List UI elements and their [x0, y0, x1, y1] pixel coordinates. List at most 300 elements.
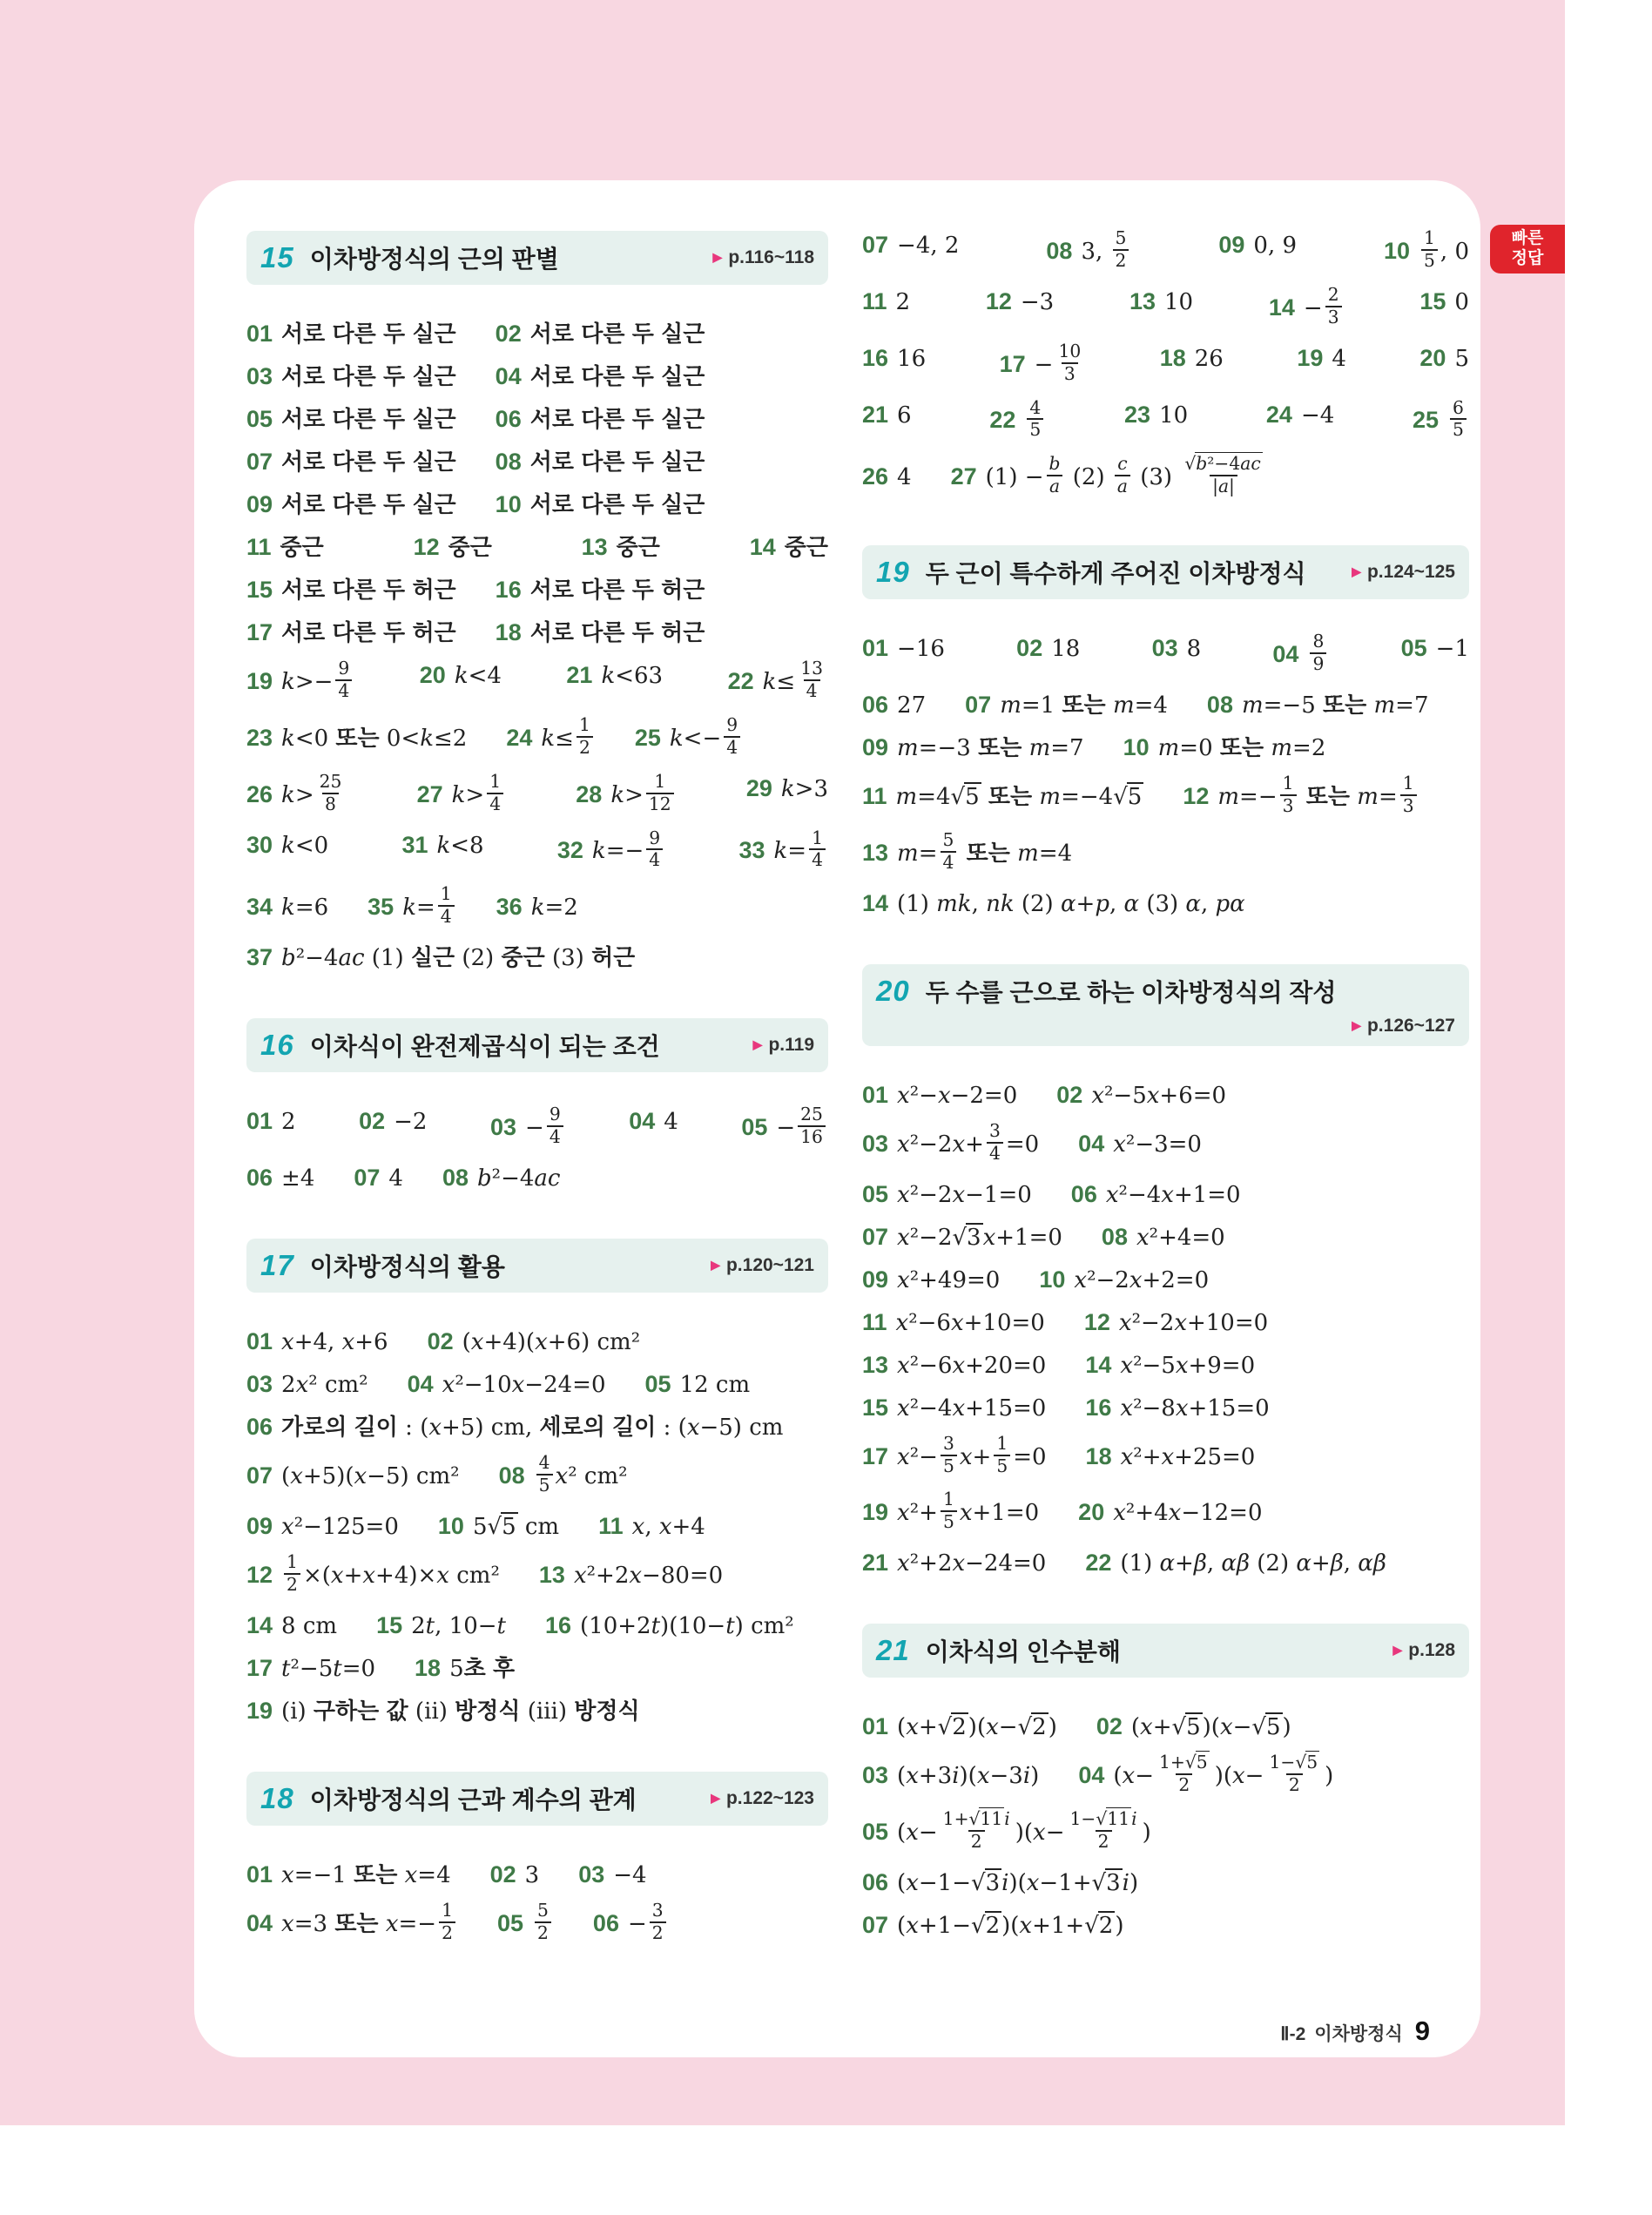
answer-text: − $\frac{10}{3}$: [1035, 352, 1087, 378]
page-ref-text: p.116~118: [728, 247, 814, 267]
answer-number: 06: [495, 406, 522, 432]
answer-number: 18: [415, 1654, 442, 1681]
answer-row: [862, 1911, 1469, 1941]
answer-text: x²− $\frac{3}{5}$ x+ $\frac{1}{5}$ =0: [897, 1432, 1047, 1476]
answer-item: [566, 661, 663, 705]
quick-answer-badge: [1490, 225, 1565, 273]
answer-number: 20: [1419, 344, 1446, 371]
answer-number: 10: [1383, 237, 1411, 264]
answer-text: 4: [897, 464, 912, 491]
answer-number: 09: [862, 1266, 889, 1293]
answer-item: [416, 770, 507, 818]
answer-text: k> $\frac{25}{8}$: [281, 782, 347, 808]
section-header: [862, 964, 1469, 1046]
answer-text: 8: [1186, 636, 1202, 663]
answer-text: (x−1−√3i)(x−1+√3i): [897, 1869, 1139, 1896]
answer-text: 서로 다른 두 실근: [529, 363, 705, 389]
page-ref-arrow-icon: [753, 1035, 769, 1055]
section-header: [862, 545, 1469, 599]
answer-item: [862, 782, 1143, 812]
answer-text: k<0 또는 0<k≤2: [281, 724, 468, 752]
answer-row: [862, 1308, 1469, 1338]
answer-item: [862, 401, 912, 444]
answer-number: 08: [1206, 692, 1233, 719]
answer-text: − $\frac{3}{2}$: [628, 1911, 669, 1937]
answer-text: (1) − $\frac{b}{a}$ (2) $\frac{c}{a}$ (3) $\frac{\text{√b²−4ac}}{|a|}$: [986, 464, 1268, 490]
answer-text: 16: [897, 345, 927, 372]
answer-number: 04: [1078, 1130, 1105, 1157]
answer-item: [246, 490, 456, 520]
answer-row: [862, 1489, 1469, 1536]
page-ref-arrow-icon: [711, 1255, 726, 1275]
answer-number: 21: [862, 1550, 889, 1577]
page-ref: [713, 247, 814, 268]
answer-row: [862, 1432, 1469, 1480]
answer-number: 05: [862, 1180, 889, 1207]
radical: √5: [487, 1513, 516, 1540]
answer-text: [1307, 631, 1329, 675]
section-number: 20: [876, 974, 910, 1007]
section-21: [862, 1624, 1469, 1941]
answer-row: [862, 1549, 1469, 1578]
answer-item: [1419, 344, 1469, 388]
fraction: $\frac{b}{a}$: [1047, 454, 1063, 497]
answer-text: (x+√2)(x−√2): [897, 1714, 1057, 1741]
answer-number: 08: [495, 449, 522, 475]
answer-item: [438, 1512, 559, 1542]
answer-number: 24: [506, 724, 533, 751]
answer-text: k<63: [601, 663, 664, 689]
answer-number: 07: [246, 449, 273, 475]
answer-number: 26: [246, 780, 273, 807]
answer-text: x²−2√3x+1=0: [897, 1224, 1062, 1251]
answer-item: [862, 1081, 1017, 1111]
answer-text: (x+1−√2)(x+1+√2): [897, 1912, 1124, 1939]
answer-number: 08: [1046, 237, 1073, 264]
answer-item: [246, 893, 328, 922]
answer-number: 21: [566, 662, 593, 688]
answer-number: 19: [862, 1499, 889, 1526]
answer-row: [246, 713, 828, 761]
fraction: $\frac{4}{5}$: [1027, 398, 1043, 442]
answer-text: k≤ $\frac{1}{2}$: [541, 726, 595, 752]
answer-text: (x+3i)(x−3i): [897, 1763, 1040, 1790]
answer-number: 02: [1096, 1713, 1123, 1740]
answer-row: [862, 691, 1469, 720]
answer-row: [862, 1081, 1469, 1111]
answer-text: x²−6x+10=0: [895, 1309, 1045, 1336]
answer-item: [1183, 773, 1419, 820]
answer-item: [645, 1370, 751, 1400]
answer-row: [246, 883, 828, 930]
answer-text: t²−5t=0: [281, 1655, 376, 1682]
answer-row: [862, 631, 1469, 678]
page-ref: [753, 1035, 814, 1056]
answer-number: 15: [1419, 287, 1446, 314]
answer-text: ±4: [281, 1165, 315, 1192]
answer-text: (1) α+β, αβ (2) α+β, αβ: [1120, 1550, 1386, 1577]
answer-row: [862, 340, 1469, 388]
page-ref: [711, 1788, 814, 1809]
radical: √11: [1096, 1808, 1130, 1830]
answer-number: 17: [246, 1654, 273, 1681]
answer-item: [1272, 631, 1329, 678]
answer-item: [862, 1351, 1046, 1381]
answer-number: 26: [862, 463, 889, 490]
fraction: $\frac{5}{4}$: [941, 830, 957, 874]
answer-number: 15: [376, 1611, 403, 1638]
answer-row: [246, 1512, 828, 1542]
answer-number: 34: [246, 894, 273, 921]
answer-item: [862, 231, 959, 274]
answer-item: [862, 1712, 1057, 1742]
page-ref: [1352, 562, 1455, 583]
answer-row: [246, 658, 828, 705]
answer-text: x²−5x+6=0: [1091, 1082, 1227, 1109]
badge-line2: 정답: [1511, 249, 1544, 267]
answer-row: [862, 1351, 1469, 1381]
answer-text: k> $\frac{1}{12}$: [610, 782, 676, 808]
section-19: [862, 545, 1469, 919]
answer-row: [246, 1104, 828, 1151]
answer-item: [1268, 283, 1345, 331]
fraction: $\frac{1}{3}$: [1280, 773, 1297, 817]
answer-number: 07: [862, 232, 889, 258]
answer-number: 22: [989, 407, 1016, 434]
page-ref-text: p.126~127: [1366, 1015, 1455, 1036]
page-ref-arrow-icon: [711, 1788, 726, 1808]
answer-row: [862, 773, 1469, 820]
answer-item: [862, 733, 1084, 763]
answer-text: −4: [1300, 402, 1335, 429]
answer-item: [1129, 287, 1193, 331]
answer-text: [532, 1899, 554, 1943]
answer-item: [246, 1611, 337, 1641]
answer-item: [539, 1561, 723, 1590]
answer-item: [246, 1860, 451, 1890]
answer-number: 02: [1016, 635, 1043, 662]
answer-row: [862, 1180, 1469, 1210]
answer-card: [194, 180, 1480, 2057]
answer-item: [246, 770, 347, 818]
answer-text: k>− $\frac{9}{4}$: [281, 669, 354, 695]
answer-number: 05: [246, 406, 273, 432]
radical: √5: [950, 783, 980, 810]
answer-number: 10: [437, 1512, 464, 1539]
answer-text: m= $\frac{5}{4}$ 또는 m=4: [897, 828, 1073, 873]
fraction: $\frac{1}{12}$: [646, 772, 674, 815]
answer-row: [246, 362, 828, 392]
answer-item: [246, 448, 456, 477]
answer-row: [246, 1697, 828, 1726]
answer-number: 13: [581, 534, 608, 560]
answer-row: [246, 576, 828, 605]
answer-number: 06: [246, 1165, 273, 1192]
answer-text: (x+4)(x+6) cm²: [462, 1329, 641, 1356]
answer-item: [862, 691, 926, 720]
answer-item: [246, 1413, 783, 1442]
answer-item: [246, 533, 324, 563]
section-header: [246, 1239, 828, 1293]
answer-row: [246, 490, 828, 520]
answer-item: [1078, 1752, 1334, 1799]
answer-row: [246, 533, 828, 563]
answer-text: b²−4ac (1) 실근 (2) 중근 (3) 허근: [281, 944, 636, 972]
answer-text: 중근: [616, 534, 660, 560]
answer-number: 13: [862, 1351, 889, 1378]
answer-text: −1: [1435, 636, 1469, 663]
answer-item: [1046, 227, 1131, 274]
section-title: 두 근이 특수하게 주어진 이차방정식: [925, 560, 1306, 588]
answer-text: (ⅰ) 구하는 값 (ⅱ) 방정식 (ⅲ) 방정식: [281, 1697, 640, 1725]
answer-text: x²−6x+20=0: [897, 1352, 1047, 1379]
answer-text: 2: [895, 288, 911, 315]
fraction: $\frac{3}{5}$: [941, 1434, 957, 1477]
radical: √5: [1171, 1714, 1201, 1741]
answer-number: 05: [496, 1909, 524, 1936]
section-continued: [862, 227, 1469, 500]
answer-number: 33: [738, 837, 765, 864]
answer-item: [1123, 733, 1326, 763]
answer-row: [246, 1164, 828, 1193]
answer-text: 3: [524, 1861, 540, 1888]
answer-item: [1419, 287, 1469, 331]
answer-number: 06: [1070, 1180, 1097, 1207]
answer-number: 04: [495, 363, 522, 389]
answer-number: 01: [246, 1860, 273, 1887]
answer-text: 서로 다른 두 실근: [529, 406, 705, 432]
answer-text: $\frac{1}{2}$ ×(x+x+4)×x cm²: [281, 1563, 500, 1589]
answer-text: 중근: [280, 534, 324, 560]
answer-number: 32: [556, 837, 583, 864]
section-number: 21: [876, 1634, 910, 1667]
footer-chapter: Ⅱ-2: [1280, 2024, 1306, 2044]
answer-number: 10: [495, 491, 522, 517]
answer-item: [354, 1164, 403, 1193]
answer-text: x²−8x+15=0: [1120, 1395, 1270, 1422]
answer-item: [246, 831, 328, 875]
page-ref: [711, 1255, 814, 1276]
fraction: $\frac{8}{9}$: [1310, 631, 1326, 675]
fraction: $\frac{3}{4}$: [987, 1121, 1003, 1165]
answer-number: 09: [246, 1512, 273, 1539]
answer-number: 04: [246, 1909, 273, 1936]
answer-item: [862, 1549, 1046, 1578]
answer-item: [408, 1370, 606, 1400]
answer-number: 08: [498, 1462, 525, 1489]
answer-text: 4: [388, 1165, 403, 1192]
radical: √2: [1084, 1912, 1114, 1939]
answer-number: 04: [1272, 641, 1299, 668]
answer-text: x²+x+25=0: [1120, 1443, 1256, 1470]
answer-item: [862, 1432, 1047, 1480]
fraction: $\frac{1}{5}$: [994, 1434, 1010, 1477]
answer-item: [489, 1104, 566, 1151]
answer-number: 18: [495, 619, 522, 645]
answer-item: [1056, 1081, 1226, 1111]
fraction: $\frac{1}{3}$: [1400, 773, 1417, 817]
answer-text: b²−4ac: [477, 1165, 561, 1192]
fraction: $\frac{9}{4}$: [724, 715, 740, 759]
radical: √2: [937, 1714, 967, 1741]
answer-item: [496, 1899, 554, 1947]
answer-text: 4: [1332, 345, 1346, 372]
answer-item: [862, 889, 1245, 919]
answer-item: [359, 1107, 427, 1151]
answer-text: 서로 다른 두 실근: [529, 491, 705, 517]
radical: √b²−4ac: [1184, 453, 1261, 475]
answer-number: 04: [1078, 1762, 1105, 1789]
answer-number: 29: [745, 774, 772, 801]
radical: √11: [968, 1808, 1003, 1830]
answer-text: 18: [1051, 636, 1081, 663]
badge-line1: 빠른: [1511, 229, 1544, 248]
answer-item: [862, 1180, 1032, 1210]
answer-item: [1160, 344, 1224, 388]
answer-text: 가로의 길이 : (x+5) cm, 세로의 길이 : (x−5) cm: [281, 1414, 784, 1442]
answer-number: 25: [634, 724, 661, 751]
answer-number: 30: [246, 831, 273, 858]
answer-item: [1102, 1223, 1225, 1253]
answer-item: [246, 1107, 296, 1151]
page-ref-text: p.120~121: [725, 1255, 814, 1276]
answer-text: −16: [897, 636, 945, 663]
answer-row: [862, 1808, 1469, 1855]
answer-row: [246, 320, 828, 349]
answer-number: 08: [442, 1165, 469, 1192]
answer-text: m=4√5 또는 m=−4√5: [895, 782, 1143, 810]
answer-text: 2t, 10−t: [411, 1612, 506, 1639]
answer-number: 02: [1056, 1081, 1083, 1108]
answer-item: [862, 1119, 1040, 1167]
answer-number: 18: [1159, 344, 1186, 371]
answer-item: [442, 1164, 561, 1193]
answer-text: 중근: [448, 534, 492, 560]
answer-item: [246, 1462, 460, 1491]
answer-number: 01: [246, 321, 273, 347]
radical: √3: [971, 1869, 1001, 1896]
answer-number: 35: [367, 894, 394, 921]
fraction: $\frac{1}{2}$: [284, 1552, 300, 1596]
answer-number: 02: [359, 1108, 386, 1135]
answer-item: [598, 1512, 705, 1542]
answer-row: [862, 1266, 1469, 1295]
answer-number: 23: [246, 724, 273, 751]
section-number: 17: [260, 1249, 294, 1282]
answer-text: 서로 다른 두 실근: [281, 449, 456, 475]
answer-item: [862, 634, 945, 678]
answer-number: 01: [246, 1328, 273, 1355]
fraction: $\frac{3}{2}$: [650, 1901, 666, 1944]
answer-number: 12: [985, 287, 1012, 314]
answer-text: x²−10x−24=0: [442, 1372, 606, 1399]
answer-item: [1071, 1180, 1241, 1210]
radical: √5: [1251, 1714, 1281, 1741]
answer-item: [862, 1868, 1138, 1898]
answer-text: 3, $\frac{5}{2}$: [1081, 239, 1131, 265]
answer-number: 06: [862, 692, 889, 719]
answer-text: 2: [281, 1109, 296, 1136]
answer-item: [950, 453, 1268, 500]
answer-number: 12: [1083, 1308, 1110, 1335]
answer-number: 09: [246, 491, 273, 517]
answer-text: k≤ $\frac{13}{4}$: [763, 669, 828, 695]
page-ref: [1393, 1640, 1455, 1661]
section-16: [246, 1018, 828, 1193]
answer-text: 0, 9: [1253, 233, 1298, 259]
answer-text: 8 cm: [281, 1612, 338, 1639]
answer-item: [582, 533, 660, 563]
answer-text: x²−2x+ $\frac{3}{4}$ =0: [897, 1119, 1040, 1164]
answer-item: [1207, 691, 1429, 720]
answer-text: k= $\frac{1}{4}$: [402, 895, 456, 921]
answer-text: x²−5x+9=0: [1120, 1352, 1256, 1379]
fraction: $\frac{1}{5}$: [1421, 228, 1438, 272]
answer-item: [246, 1697, 640, 1726]
answer-text: 5초 후: [449, 1654, 516, 1682]
answer-number: 13: [1129, 287, 1156, 314]
section-header: [862, 1624, 1469, 1678]
answer-text: x²−2x+2=0: [1074, 1266, 1210, 1293]
answer-item: [1266, 401, 1334, 444]
footer-unit: 이차방정식: [1314, 2024, 1403, 2044]
answer-number: 04: [407, 1371, 434, 1398]
answer-number: 05: [644, 1371, 671, 1398]
answer-number: 02: [427, 1328, 454, 1355]
answer-text: (x− $\frac{1+√11i}{2}$ )(x− $\frac{1-√11i}{2}$ ): [897, 1808, 1151, 1853]
answer-text: x²−2x+10=0: [1118, 1309, 1269, 1336]
answer-item: [1401, 634, 1469, 678]
answer-row: [246, 1654, 828, 1684]
answer-item: [414, 533, 492, 563]
page-ref-text: p.128: [1408, 1640, 1455, 1661]
answer-item: [496, 362, 705, 392]
answer-item: [1383, 227, 1469, 274]
radical: √5: [1184, 1752, 1208, 1773]
answer-number: 14: [749, 534, 776, 560]
answer-item: [246, 405, 456, 435]
fraction: $\frac{5}{2}$: [1113, 228, 1129, 272]
answer-number: 10: [1039, 1266, 1066, 1293]
answer-text: m=−3 또는 m=7: [897, 734, 1084, 762]
answer-item: [576, 770, 676, 818]
answer-text: 서로 다른 두 허근: [281, 577, 456, 603]
answer-number: 13: [538, 1561, 565, 1588]
answer-number: 27: [950, 463, 977, 490]
answer-text: [1447, 396, 1469, 441]
answer-number: 11: [862, 287, 887, 314]
radical: √5: [1295, 1752, 1318, 1773]
answer-text: m=−5 또는 m=7: [1241, 692, 1429, 719]
answer-text: x=3 또는 x=− $\frac{1}{2}$: [281, 1911, 458, 1937]
answer-number: 16: [495, 577, 522, 603]
answer-item: [496, 893, 578, 922]
answer-item: [496, 448, 705, 477]
answer-number: 03: [489, 1114, 517, 1141]
answer-text: x=−1 또는 x=4: [281, 1860, 451, 1888]
answer-item: [376, 1611, 506, 1641]
section-15: [246, 231, 828, 973]
answer-number: 12: [246, 1561, 273, 1588]
answer-number: 20: [1078, 1499, 1105, 1526]
answer-row: [246, 448, 828, 477]
answer-item: [246, 724, 467, 753]
answer-text: 26: [1194, 345, 1224, 372]
answer-text: −4, 2: [897, 233, 960, 259]
answer-text: [1024, 396, 1046, 441]
answer-row: [862, 1394, 1469, 1423]
answer-text: 6: [897, 402, 912, 429]
